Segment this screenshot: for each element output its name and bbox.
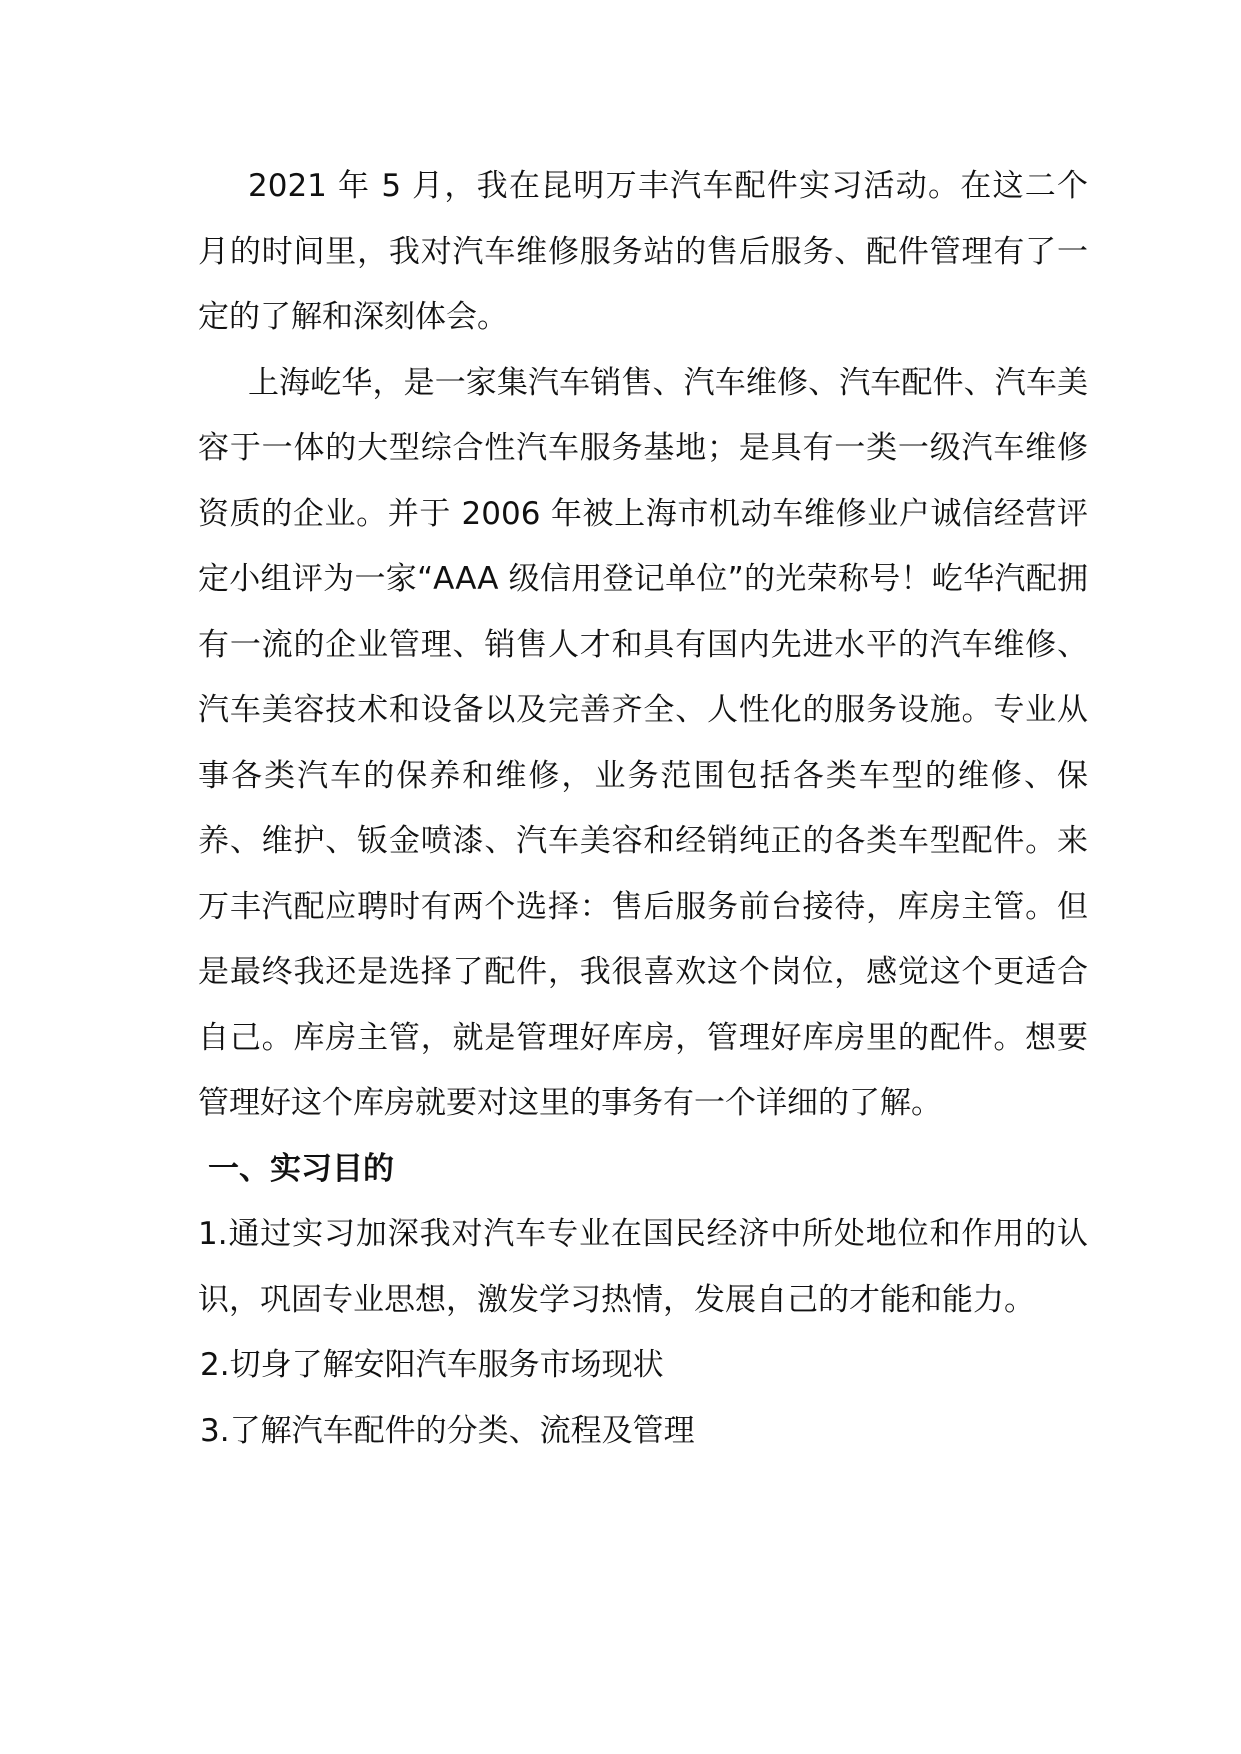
intro-paragraph: 2021 年 5 月，我在昆明万丰汽车配件实习活动。在这二个月的时间里，我对汽车维修服务站的售后服务、配件管理有了一定的了解和深刻体会。 bbox=[198, 168, 1088, 335]
purpose-item-3: 3.了解汽车配件的分类、流程及管理 bbox=[200, 1412, 695, 1449]
purpose-item-2: 2.切身了解安阳汽车服务市场现状 bbox=[200, 1347, 664, 1383]
document-page bbox=[198, 154, 1088, 1464]
section-heading: 一、实习目的 bbox=[208, 1150, 394, 1187]
purpose-item-1: 1.通过实习加深我对汽车专业在国民经济中所处地位和作用的认识，巩固专业思想，激发学习热情，发展自己的才能和能力。 bbox=[198, 1216, 1088, 1318]
company-paragraph: 上海屹华，是一家集汽车销售、汽车维修、汽车配件、汽车美容于一体的大型综合性汽车服务基地；是具有一类一级汽车维修资质的企业。并于 2006 年被上海市机动车维修业户诚信经营评定小组评为一家“AAA 级信用登记单位”的光荣称号！屹华汽配拥有一流的企业管理、销售人才和具有国内先进水平的汽车维修、汽车美容技术和设备以及完善齐全、人性化的服务设施。专业从事各类汽车的保养和维修，业务范围包括各类车型的维修、保养、维护、钣金喷漆、汽车美容和经销纯正的各类车型配件。来万丰汽配应聘时有两个选择：售后服务前台接待，库房主管。但是最终我还是选择了配件，我很喜欢这个岗位，感觉这个更适合自己。库房主管，就是管理好库房，管理好库房里的配件。想要管理好这个库房就要对这里的事务有一个详细的了解。 bbox=[198, 364, 1088, 1121]
